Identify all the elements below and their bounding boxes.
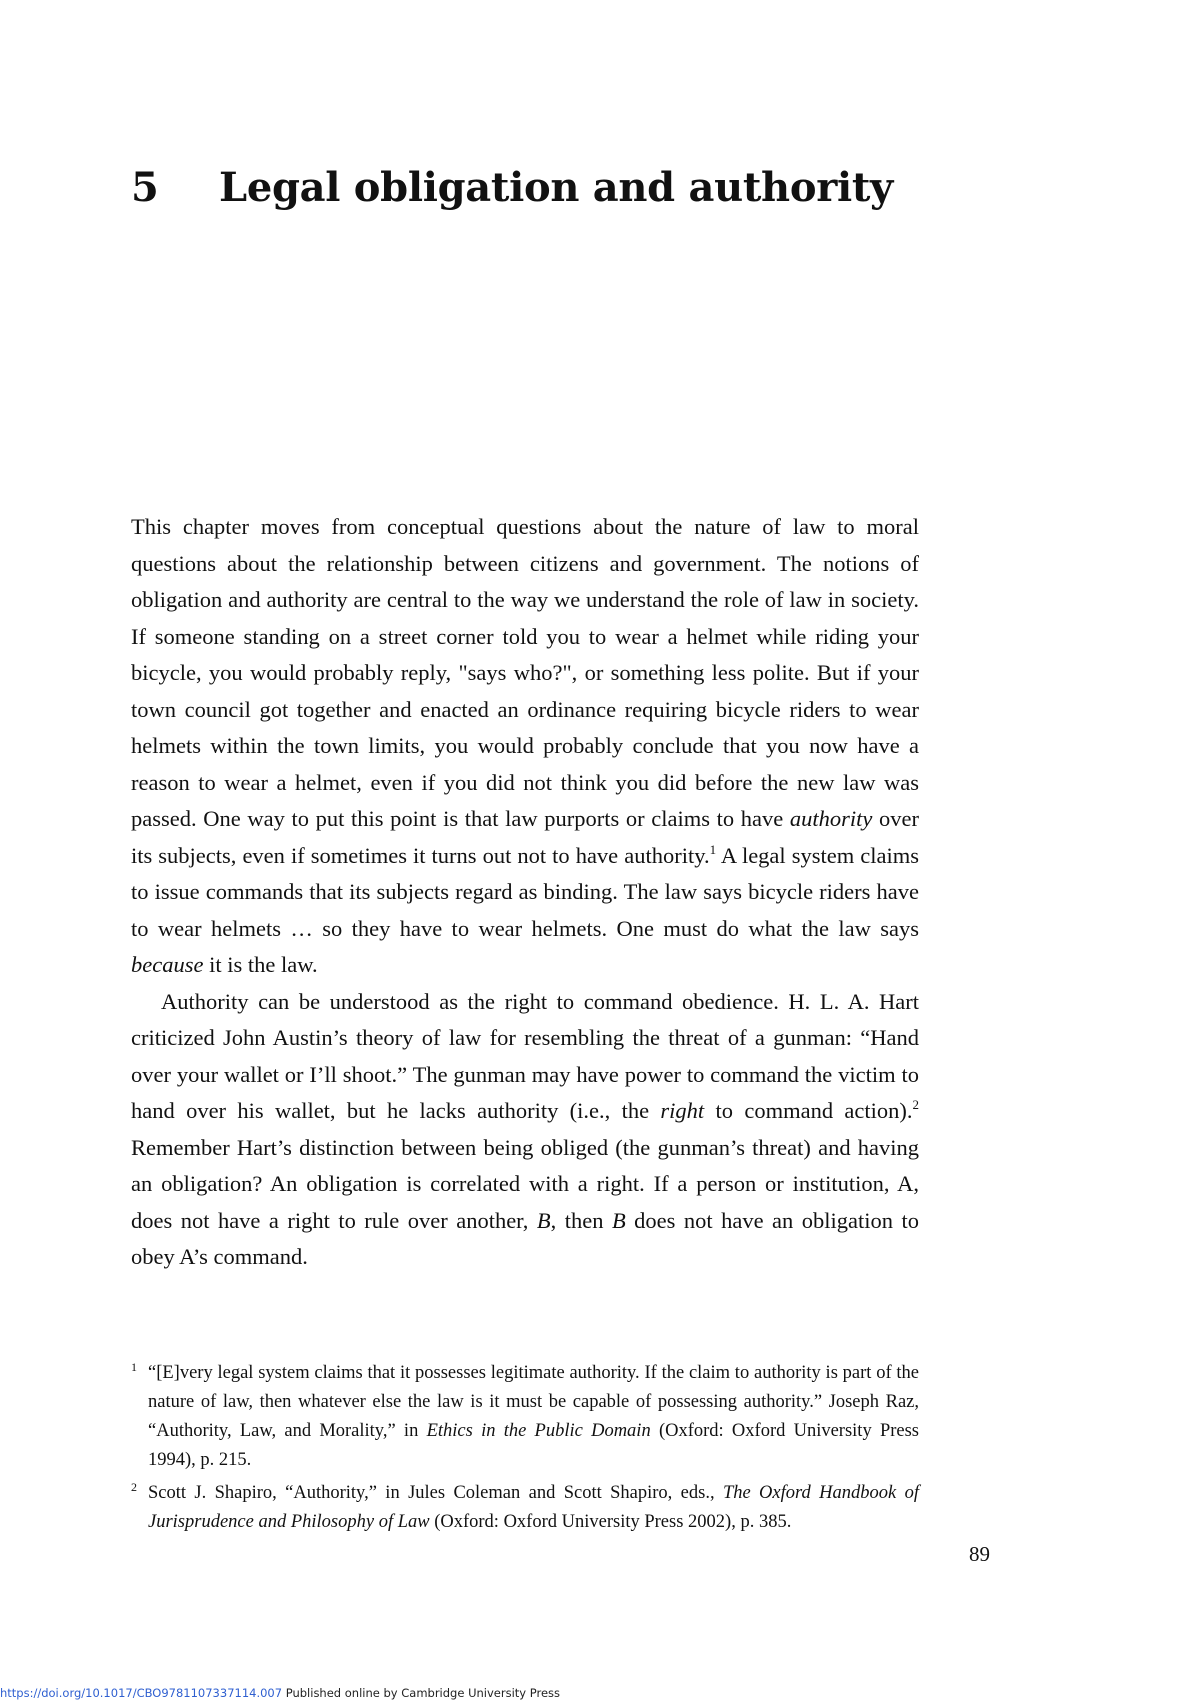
chapter-title: Legal obligation and authority bbox=[219, 164, 893, 211]
footnote-ref-1[interactable]: 1 bbox=[709, 841, 717, 857]
emphasis-b: B bbox=[611, 1207, 626, 1233]
body-paragraph-1 bbox=[131, 509, 919, 984]
text-run: Authority can be understood as the right to command obedience. H. L. A. Hart criticized John Austin’s theory of law for resembling the threat of a gunman: “Hand over your wallet or I’ll shoot.” The gunman may have power to command the victim to hand over his wallet, but he lacks authority (i.e., the bbox=[131, 988, 919, 1123]
footnote-mark: 1 bbox=[131, 1360, 137, 1374]
text-run: to command action). bbox=[704, 1098, 913, 1123]
footnote-book-title: The Oxford Handbook of Jurisprudence and Philosophy of Law bbox=[148, 1483, 919, 1532]
footnote-2 bbox=[131, 1479, 919, 1537]
emphasis-b: B bbox=[536, 1207, 551, 1233]
text-run: “[E]very legal system claims that it possesses legitimate authority. If the claim to authority is part of the nature of law, then whatever else the law is it must be capable of possessing authority.” Joseph Raz, “Authority, Law, and Morality,” in bbox=[148, 1363, 919, 1441]
text-run: This chapter moves from conceptual questions about the nature of law to moral questions about the relationship between citizens and government. The notions of obligation and authority are central to the way we understand the role of law in society. If someone standing on a street corner told you to wear a helmet while riding your bicycle, you would probably reply, "says who?", or something less polite. But if your town council got together and enacted an ordinance requiring bicycle riders to wear helmets within the town limits, you would probably conclude that you now have a reason to wear a helmet, even if you did not think you did before the new law was passed. One way to put this point is that law purports or claims to have bbox=[131, 514, 919, 831]
text-run: it is the law. bbox=[203, 952, 318, 977]
footnotes bbox=[131, 1359, 919, 1541]
doi-footer bbox=[0, 1686, 560, 1700]
body-text bbox=[131, 509, 919, 1276]
text-run: (Oxford: Oxford University Press 1994), p. 215. bbox=[148, 1421, 920, 1470]
emphasis-authority: authority bbox=[789, 806, 873, 831]
emphasis-because: because bbox=[131, 952, 204, 977]
text-run: (Oxford: Oxford University Press 2002), p. 385. bbox=[429, 1512, 792, 1532]
chapter-number: 5 bbox=[131, 164, 159, 211]
text-run: A legal system claims to issue commands that its subjects regard as binding. The law says bicycle riders have to wear helmets … so they have to wear helmets. One must do what the law says bbox=[131, 842, 919, 941]
footnote-ref-2[interactable]: 2 bbox=[912, 1097, 919, 1112]
doi-link[interactable]: https://doi.org/10.1017/CBO9781107337114.007 bbox=[0, 1686, 283, 1700]
page-number: 89 bbox=[969, 1542, 990, 1566]
emphasis-right: right bbox=[660, 1098, 705, 1123]
chapter-heading bbox=[131, 160, 893, 216]
footnote-book-title: Ethics in the Public Domain bbox=[426, 1421, 651, 1441]
text-run: , then bbox=[550, 1207, 612, 1233]
text-run: does not have an obligation to obey A’s command. bbox=[131, 1207, 919, 1269]
body-paragraph-2 bbox=[131, 984, 919, 1276]
footnote-mark: 2 bbox=[131, 1480, 137, 1494]
text-run: Remember Hart’s distinction between being obliged (the gunman’s threat) and having an obligation? An obligation is correlated with a right. If a person or institution, A, does not have a right to rule over another, bbox=[131, 1134, 919, 1233]
footnote-1 bbox=[131, 1359, 919, 1475]
publisher-note: Published online by Cambridge University Press bbox=[282, 1686, 561, 1700]
text-run: over its subjects, even if sometimes it turns out not to have authority. bbox=[131, 806, 919, 868]
text-run: Scott J. Shapiro, “Authority,” in Jules Coleman and Scott Shapiro, eds., bbox=[148, 1483, 723, 1503]
